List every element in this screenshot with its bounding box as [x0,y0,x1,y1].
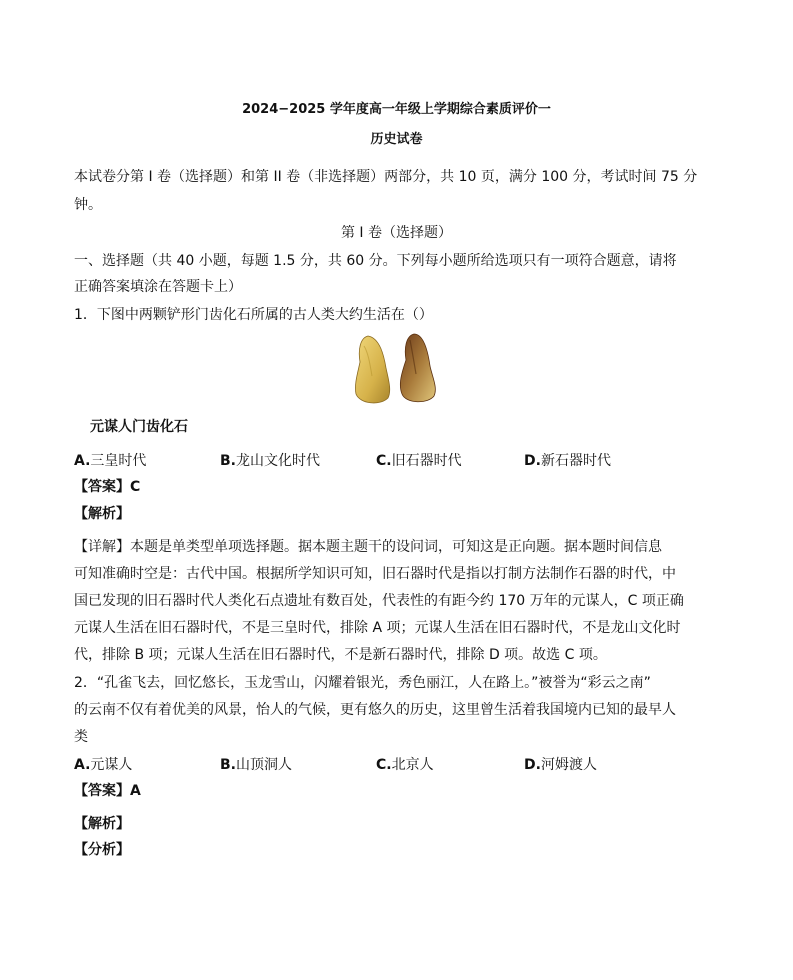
exam-subtitle: 历史试卷 [370,132,423,147]
part-heading: 第 I 卷（选择题） [340,225,453,241]
q1-detail-line: 【详解】本题是单类型单项选择题。据本题主题干的设问词，可知这是正向题。据本题时间信息 [74,539,662,555]
q1-detail-line: 元谋人生活在旧石器时代，不是三皇时代，排除 A 项；元谋人生活在旧石器时代，不是龙山文化时 [74,620,681,636]
q1-detail-line: 可知准确时空是：古代中国。根据所学知识可知，旧石器时代是指以打制方法制作石器的时代，中 [74,566,676,582]
q2-breakdown-label: 【分析】 [74,842,130,858]
tooth-fossil-image [350,332,440,408]
option-letter: B. [220,757,236,773]
image-caption: 元谋人门齿化石 [90,419,188,435]
option-letter: C. [376,757,392,773]
section-instruction-1: 一、选择题（共 40 小题，每题 1.5 分，共 60 分。下列每小题所给选项只有一项符合题意，请将 [74,253,677,269]
option-letter: D. [524,453,541,469]
q1-analysis-label: 【解析】 [74,506,130,522]
question-1-stem: 1．下图中两颗铲形门齿化石所属的古人类大约生活在（） [74,307,433,323]
q1-answer: 【答案】C [74,479,141,495]
q1-option-a [74,450,146,470]
q2-option-a [74,754,132,774]
option-text: 山顶洞人 [236,757,292,773]
q1-option-d [524,450,611,470]
exam-title: 2024−2025 学年度高一年级上学期综合素质评价一 [242,102,551,117]
option-letter: A. [74,757,91,773]
q2-option-c [376,754,434,774]
option-text: 新石器时代 [540,453,611,469]
intro-line-2: 钟。 [74,197,102,213]
option-text: 河姆渡人 [540,757,597,773]
option-text: 北京人 [391,757,434,773]
question-2-stem-line: 的云南不仅有着优美的风景，怡人的气候，更有悠久的历史，这里曾生活着我国境内已知的最早人 [74,702,676,718]
question-2-stem-line: 类 [74,729,88,745]
option-letter: B. [220,453,236,469]
q1-detail-line: 国已发现的旧石器时代人类化石点遗址有数百处，代表性的有距今约 170 万年的元谋人，C 项正确 [74,593,684,609]
q2-answer: 【答案】A [74,783,141,799]
q1-option-b [220,450,320,470]
section-instruction-2: 正确答案填涂在答题卡上） [74,279,242,295]
option-text: 龙山文化时代 [236,453,320,469]
intro-line-1: 本试卷分第 I 卷（选择题）和第 II 卷（非选择题）两部分，共 10 页，满分 100 分，考试时间 75 分 [74,169,698,185]
question-2-stem-line: 2．“孔雀飞去，回忆悠长，玉龙雪山，闪耀着银光，秀色丽江，人在路上。”被誉为“彩云之南” [74,675,651,691]
option-text: 元谋人 [90,757,133,773]
option-letter: D. [524,757,541,773]
option-letter: C. [376,453,392,469]
q2-analysis-label: 【解析】 [74,816,130,832]
option-text: 三皇时代 [90,453,147,469]
q1-option-c [376,450,462,470]
option-text: 旧石器时代 [391,453,462,469]
q2-option-b [220,754,292,774]
q1-detail-line: 代，排除 B 项；元谋人生活在旧石器时代，不是新石器时代，排除 D 项。故选 C 项。 [74,647,607,663]
q2-option-d [524,754,597,774]
option-letter: A. [74,453,91,469]
